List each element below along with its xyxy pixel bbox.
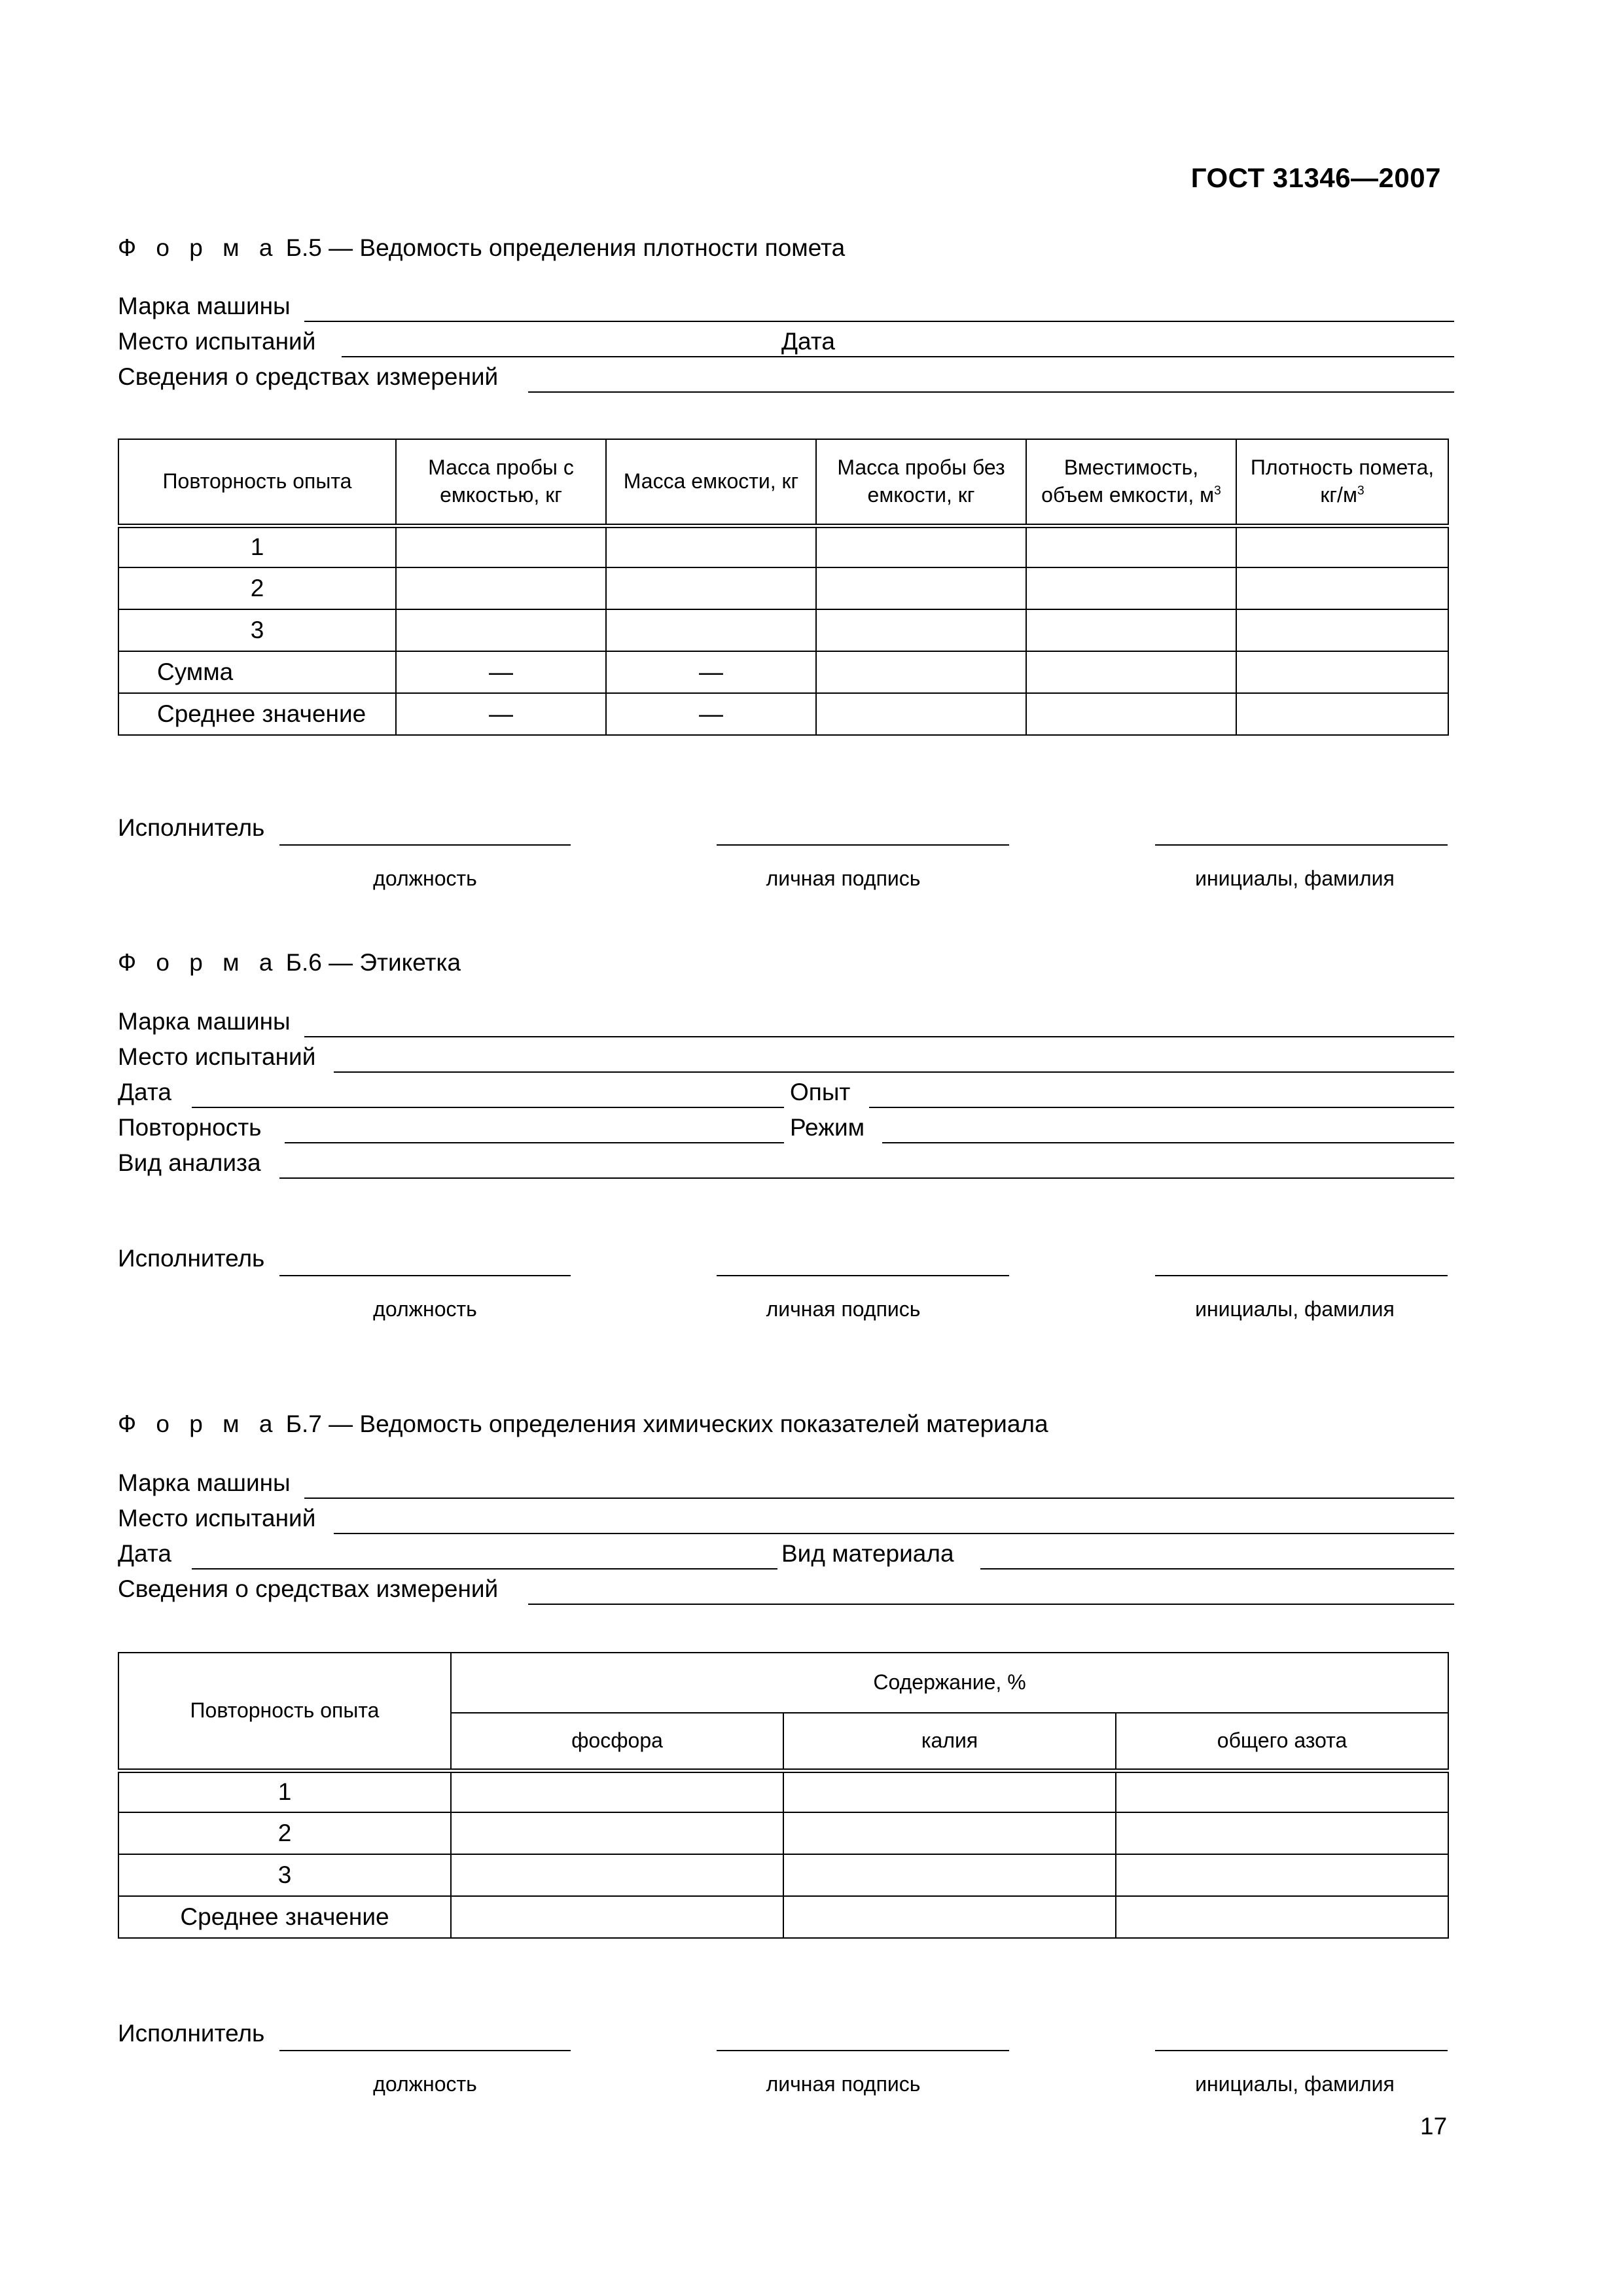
row-label: Среднее значение xyxy=(118,693,396,735)
table-cell[interactable] xyxy=(1236,526,1448,567)
name-line[interactable] xyxy=(1155,2050,1448,2051)
machine-brand-label: Марка машины xyxy=(118,293,291,319)
date-line[interactable] xyxy=(192,1107,784,1108)
table-cell[interactable] xyxy=(396,526,606,567)
table-cell[interactable] xyxy=(783,1896,1116,1938)
row-label: Среднее значение xyxy=(118,1896,451,1938)
form-b7-machine-brand-row xyxy=(118,1465,1454,1499)
signature-line[interactable] xyxy=(717,2050,1009,2051)
signature-line[interactable] xyxy=(717,844,1009,846)
header-potassium: калия xyxy=(783,1713,1116,1770)
instruments-line[interactable] xyxy=(528,391,1454,393)
test-place-line[interactable] xyxy=(334,1533,1454,1534)
table-cell[interactable] xyxy=(783,1770,1116,1812)
row-label: 1 xyxy=(118,1770,451,1812)
table-row-average xyxy=(118,693,1448,735)
material-type-label: Вид материала xyxy=(781,1540,954,1567)
date-label: Дата xyxy=(118,1540,171,1567)
table-cell[interactable] xyxy=(816,693,1026,735)
table-row xyxy=(118,1854,1448,1896)
table-cell[interactable] xyxy=(606,567,816,609)
header-capacity-text: Вместимость, объем емкости, м xyxy=(1041,456,1215,507)
position-caption: должность xyxy=(373,867,477,890)
date-label: Дата xyxy=(781,328,835,355)
table-cell[interactable] xyxy=(816,567,1026,609)
instruments-label: Сведения о средствах измерений xyxy=(118,1575,499,1602)
table-cell[interactable] xyxy=(1116,1854,1448,1896)
form-b7-prefix: Ф о р м а xyxy=(118,1410,279,1437)
form-b6-title xyxy=(118,950,461,975)
row-label: 2 xyxy=(118,1812,451,1854)
analysis-type-line[interactable] xyxy=(279,1177,1454,1179)
date-line[interactable] xyxy=(192,1568,777,1570)
table-cell: — xyxy=(396,693,606,735)
signature-caption: личная подпись xyxy=(766,867,921,890)
repeat-label: Повторность xyxy=(118,1114,262,1141)
name-caption: инициалы, фамилия xyxy=(1195,1297,1395,1321)
position-caption: должность xyxy=(373,1297,477,1321)
header-repeat: Повторность опыта xyxy=(118,439,396,526)
form-b5-title xyxy=(118,236,845,260)
header-density xyxy=(1236,439,1448,526)
table-cell[interactable] xyxy=(1026,526,1236,567)
table-row xyxy=(118,1770,1448,1812)
form-b6-title-text: Б.6 — Этикетка xyxy=(285,949,461,976)
table-cell[interactable] xyxy=(451,1896,783,1938)
signature-caption: личная подпись xyxy=(766,1297,921,1321)
form-b7-title xyxy=(118,1412,1048,1436)
executor-label: Исполнитель xyxy=(118,2020,265,2047)
row-label: 1 xyxy=(118,526,396,567)
page-number: 17 xyxy=(1420,2113,1448,2140)
name-caption: инициалы, фамилия xyxy=(1195,867,1395,890)
name-line[interactable] xyxy=(1155,844,1448,846)
table-cell[interactable] xyxy=(1116,1812,1448,1854)
row-label: Сумма xyxy=(118,651,396,693)
test-place-line[interactable] xyxy=(342,356,901,357)
table-cell[interactable] xyxy=(1116,1896,1448,1938)
table-cell[interactable] xyxy=(1236,567,1448,609)
form-b6-signature xyxy=(118,1245,1448,1321)
table-cell[interactable] xyxy=(783,1854,1116,1896)
instruments-label: Сведения о средствах измерений xyxy=(118,363,499,390)
table-cell[interactable] xyxy=(1116,1770,1448,1812)
date-line[interactable] xyxy=(842,356,1454,357)
table-cell[interactable] xyxy=(606,526,816,567)
mode-label: Режим xyxy=(790,1114,865,1141)
header-density-sup: 3 xyxy=(1357,484,1364,498)
machine-brand-line[interactable] xyxy=(304,321,1454,322)
position-caption: должность xyxy=(373,2072,477,2096)
table-cell[interactable] xyxy=(1236,693,1448,735)
table-cell[interactable] xyxy=(606,609,816,651)
form-b7-table xyxy=(118,1652,1449,1939)
form-b7-test-place-row xyxy=(118,1500,1454,1534)
header-capacity xyxy=(1026,439,1236,526)
table-cell[interactable] xyxy=(451,1812,783,1854)
document-id: ГОСТ 31346—2007 xyxy=(1190,162,1441,193)
machine-brand-label: Марка машины xyxy=(118,1008,291,1035)
signature-line[interactable] xyxy=(717,1275,1009,1276)
machine-brand-label: Марка машины xyxy=(118,1469,291,1496)
header-content: Содержание, % xyxy=(451,1653,1448,1713)
test-place-line[interactable] xyxy=(334,1071,1454,1073)
table-cell[interactable] xyxy=(1026,609,1236,651)
table-cell[interactable] xyxy=(816,526,1026,567)
header-capacity-sup: 3 xyxy=(1214,484,1221,498)
form-b6-prefix: Ф о р м а xyxy=(118,949,279,976)
mode-line[interactable] xyxy=(882,1142,1454,1143)
table-row xyxy=(118,1812,1448,1854)
header-density-text: Плотность помета, кг/м xyxy=(1250,456,1435,507)
form-b6-test-place-row xyxy=(118,1039,1454,1073)
row-label: 2 xyxy=(118,567,396,609)
name-caption: инициалы, фамилия xyxy=(1195,2072,1395,2096)
row-label: 3 xyxy=(118,609,396,651)
header-container-mass: Масса емкости, кг xyxy=(606,439,816,526)
table-row-sum xyxy=(118,651,1448,693)
form-b6-analysis-row xyxy=(118,1145,1454,1179)
table-cell[interactable] xyxy=(451,1770,783,1812)
form-b5-table xyxy=(118,439,1449,736)
table-row-average xyxy=(118,1896,1448,1938)
form-b6-machine-brand-row xyxy=(118,1003,1454,1037)
experiment-label: Опыт xyxy=(790,1079,851,1105)
experiment-line[interactable] xyxy=(869,1107,1454,1108)
date-label: Дата xyxy=(118,1079,171,1105)
header-nitrogen: общего азота xyxy=(1116,1713,1448,1770)
form-b5-signature xyxy=(118,816,1448,888)
row-label: 3 xyxy=(118,1854,451,1896)
table-row xyxy=(118,526,1448,567)
table-cell[interactable] xyxy=(783,1812,1116,1854)
header-repeat: Повторность опыта xyxy=(118,1653,451,1770)
table-row xyxy=(118,609,1448,651)
form-b7-signature xyxy=(118,2020,1448,2096)
table-cell[interactable] xyxy=(451,1854,783,1896)
form-b6-repeat-row xyxy=(118,1109,1454,1143)
table-cell: — xyxy=(606,693,816,735)
executor-label: Исполнитель xyxy=(118,1245,265,1272)
form-b5-prefix: Ф о р м а xyxy=(118,234,279,261)
instruments-line[interactable] xyxy=(528,1604,1454,1605)
table-cell[interactable] xyxy=(1236,651,1448,693)
table-cell[interactable] xyxy=(396,567,606,609)
header-mass-without-container: Масса пробы без емкости, кг xyxy=(816,439,1026,526)
table-cell: — xyxy=(606,651,816,693)
position-line[interactable] xyxy=(279,1275,571,1276)
test-place-label: Место испытаний xyxy=(118,1505,316,1532)
table-cell: — xyxy=(396,651,606,693)
table-cell[interactable] xyxy=(396,609,606,651)
executor-label: Исполнитель xyxy=(118,814,265,841)
form-b7-date-row xyxy=(118,1535,1454,1570)
test-place-label: Место испытаний xyxy=(118,1043,316,1070)
header-phosphorus: фосфора xyxy=(451,1713,783,1770)
table-cell[interactable] xyxy=(816,609,1026,651)
form-b5-instruments-row xyxy=(118,359,1454,393)
table-row xyxy=(118,567,1448,609)
header-mass-with-container: Масса пробы с емкостью, кг xyxy=(396,439,606,526)
machine-brand-line[interactable] xyxy=(304,1036,1454,1037)
position-line[interactable] xyxy=(279,844,571,846)
table-header-row xyxy=(118,1653,1448,1713)
table-cell[interactable] xyxy=(816,651,1026,693)
table-header-row xyxy=(118,439,1448,526)
form-b7-instruments-row xyxy=(118,1571,1454,1605)
form-b7-title-text: Б.7 — Ведомость определения химических показателей материала xyxy=(285,1410,1048,1437)
machine-brand-line[interactable] xyxy=(304,1498,1454,1499)
repeat-line[interactable] xyxy=(285,1142,784,1143)
table-cell[interactable] xyxy=(1236,609,1448,651)
form-b6-date-row xyxy=(118,1074,1454,1108)
test-place-label: Место испытаний xyxy=(118,328,316,355)
signature-caption: личная подпись xyxy=(766,2072,921,2096)
material-type-line[interactable] xyxy=(980,1568,1454,1570)
analysis-type-label: Вид анализа xyxy=(118,1149,261,1176)
form-b5-machine-brand-row xyxy=(118,288,1454,322)
table-cell[interactable] xyxy=(1026,651,1236,693)
table-cell[interactable] xyxy=(1026,693,1236,735)
form-b5-title-text: Б.5 — Ведомость определения плотности помета xyxy=(285,234,846,261)
position-line[interactable] xyxy=(279,2050,571,2051)
name-line[interactable] xyxy=(1155,1275,1448,1276)
table-cell[interactable] xyxy=(1026,567,1236,609)
form-b5-test-place-row xyxy=(118,323,1454,357)
